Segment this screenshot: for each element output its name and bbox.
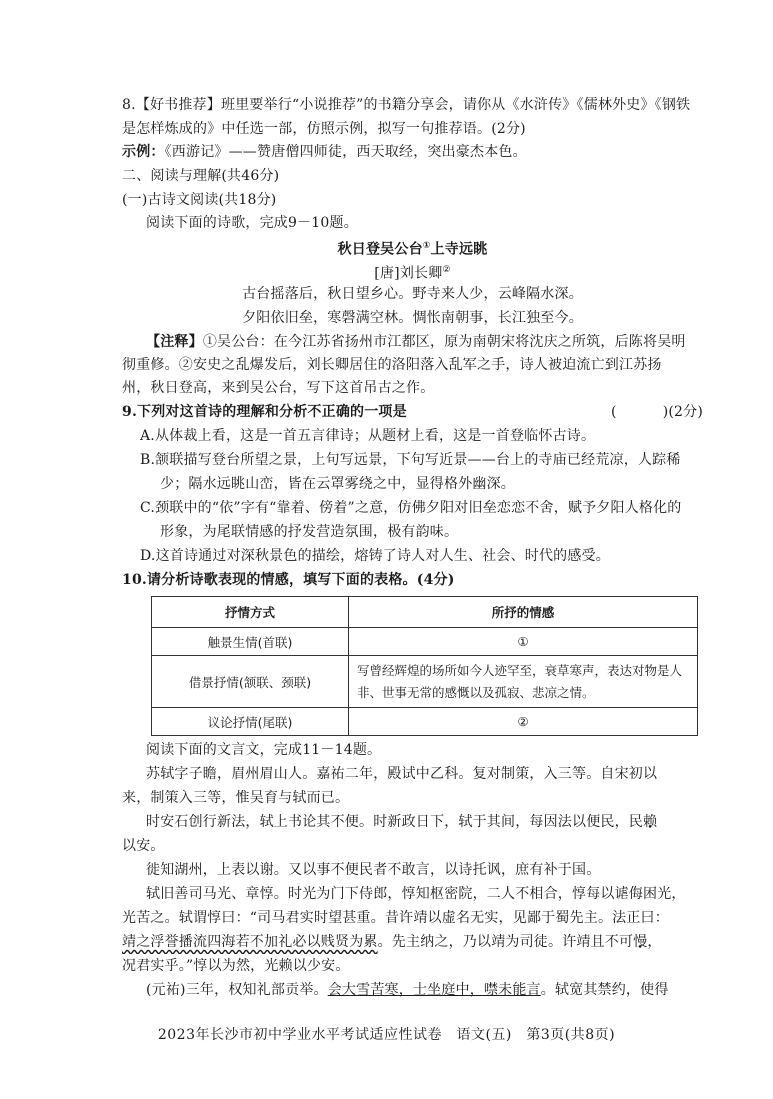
prose-p4-c-comma: ， — [647, 934, 662, 950]
note-line-2: 彻重修。②安史之乱爆发后，刘长卿居住的洛阳落入乱军之手，诗人被迫流亡到江苏扬 — [122, 357, 662, 373]
q8-line-1: 8.【好书推荐】班里要举行“小说推荐”的书籍分享会，请你从《水浒传》《儒林外史》《钢铁 — [122, 97, 691, 113]
prose-p3: 徙知湖州，上表以谢。又以事不便民者不敢言，以诗托讽，庶有补于国。 — [146, 862, 601, 878]
prose-intro: 阅读下面的文言文，完成11－14题。 — [146, 742, 382, 758]
example-label: 示例： — [122, 144, 165, 160]
note-line-3: 州，秋日登高，来到吴公台，写下这首吊古之作。 — [122, 380, 435, 396]
prose-p1-a: 苏轼字子瞻，眉州眉山人。嘉祐二年，殿试中乙科。复对制策，入三等。自宋初以 — [146, 766, 658, 782]
q9-option-c-2: 形象，为尾联情感的抒发营造氛围，极有韵味。 — [160, 524, 459, 540]
prose-p4-c-text: 。先主纳之，乃以靖为司徒。许靖且不可 — [377, 934, 634, 950]
section-title: 二、阅读与理解(共46分) — [122, 168, 280, 184]
table-header-emotion: 所抒的情感 — [349, 597, 698, 628]
poem-intro: 阅读下面的诗歌，完成9－10题。 — [146, 215, 358, 231]
prose-p5-text-1: (元祐)三年，权知礼部贡举。 — [146, 982, 328, 998]
q9-option-c-1: C.颈联中的“依”字有“靠着、傍着”之意，仿佛夕阳对旧垒恋恋不舍，赋予夕阳人格化的 — [140, 500, 682, 516]
wavy-underlined-sentence: 靖之浮誉播流四海若不加礼必以贱贤为累 — [122, 934, 378, 950]
note-ref-1: ① — [422, 241, 431, 251]
table-cell-method: 触景生情(首联) — [152, 628, 349, 656]
subsection-title: (一)古诗文阅读(共18分) — [122, 192, 277, 208]
prose-p5 — [146, 978, 703, 1002]
prose-p4-a: 轼旧善司马光、章惇。时光为门下侍郎，惇知枢密院，二人不相合，惇每以谑侮困光， — [146, 886, 686, 902]
q8-line-2: 是怎样炼成的》中任选一部，仿照示例，拟写一句推荐语。(2分) — [122, 121, 526, 137]
prose-p4-d: 况君实乎。”惇以为然，光赖以少安。 — [122, 958, 350, 974]
note-label: 【注释】 — [146, 334, 203, 350]
poem-line-1: 古台摇落后，秋日望乡心。野寺来人少，云峰隔水深。 — [242, 286, 583, 302]
poem-line-2: 夕阳依旧垒，寒磬满空林。惆怅南朝事，长江独至今。 — [242, 310, 583, 326]
prose-p5-text-2: 。轼宽其禁约，使得 — [540, 982, 669, 998]
note-line-1 — [146, 330, 703, 354]
poem-title-part2: 上寺远眺 — [430, 241, 488, 258]
q9-option-a: A.从体裁上看，这是一首五言律诗；从题材上看，这是一首登临怀古诗。 — [140, 428, 596, 444]
poem-title-part1: 秋日登吴公台 — [337, 241, 423, 258]
prose-p4-c — [122, 930, 703, 954]
q9-option-b-1: B.颔联描写登台所望之景，上句写远景，下句写近景——台上的寺庙已经荒凉，人踪稀 — [140, 452, 681, 468]
table-row — [152, 656, 698, 708]
q9-paren-open: ( — [611, 404, 617, 420]
page-footer: 2023年长沙市初中学业水平考试适应性试卷 语文(五) 第3页(共8页) — [157, 1027, 616, 1043]
dotted-char: 慢 — [633, 934, 648, 950]
table-header-method: 抒情方式 — [152, 597, 349, 628]
emotion-table — [151, 596, 698, 736]
prose-p2-a — [146, 810, 703, 834]
note-text-1: ①吴公台：在今江苏省扬州市江都区，原为南朝宋将沈庆之所筑，后陈将吴明 — [202, 334, 686, 350]
prose-p1-b: 来，制策入三等，惟吴育与轼而已。 — [122, 790, 350, 806]
q9-score: )(2分) — [662, 404, 703, 420]
table-cell-method: 议论抒情(尾联) — [152, 708, 349, 736]
table-row — [152, 628, 698, 656]
q10-stem: 10.请分析诗歌表现的情感，填写下面的表格。(4分) — [122, 572, 455, 588]
prose-p2-b: 以安。 — [122, 838, 165, 854]
prose-p4-b: 光苦之。轼谓惇曰：“司马君实时望甚重。昔许靖以虚名无实，见鄙于蜀先主。法正曰： — [122, 910, 669, 926]
dotted-char: 赖 — [643, 814, 658, 830]
q9-stem — [122, 400, 703, 424]
table-row — [152, 708, 698, 736]
table-cell-method: 借景抒情(颔联、颈联) — [152, 656, 349, 708]
underlined-sentence: 会大雪苦寒，士坐庭中，噤未能言 — [327, 982, 541, 998]
q9-option-d: D.这首诗通过对深秋景色的描绘，熔铸了诗人对人生、社会、时代的感受。 — [140, 548, 610, 564]
q8-example — [122, 140, 703, 164]
table-cell-answer-blank[interactable]: ① — [349, 628, 698, 656]
prose-p2-text: 时安石创行新法，轼上书论其不便。时新政日下，轼于其间，每因法以便民，民 — [146, 814, 643, 830]
example-text: 《西游记》——赞唐僧四师徒，西天取经，突出豪杰本色。 — [164, 144, 527, 160]
table-cell-answer-blank[interactable]: ② — [349, 708, 698, 736]
note-ref-2: ② — [442, 265, 451, 275]
q9-stem-text: 9.下列对这首诗的理解和分析不正确的一项是 — [122, 404, 407, 420]
q9-option-b-2: 少；隔水远眺山峦，皆在云罩雾绕之中，显得格外幽深。 — [160, 476, 515, 492]
q9-answer-box — [611, 400, 703, 424]
table-header-row — [152, 597, 698, 628]
table-cell-emotion: 写曾经辉煌的场所如今人迹罕至，衰草寒声，表达对物是人非、世事无常的感慨以及孤寂、悲凉之情。 — [349, 656, 698, 708]
author-name: [唐]刘长卿 — [374, 265, 443, 282]
